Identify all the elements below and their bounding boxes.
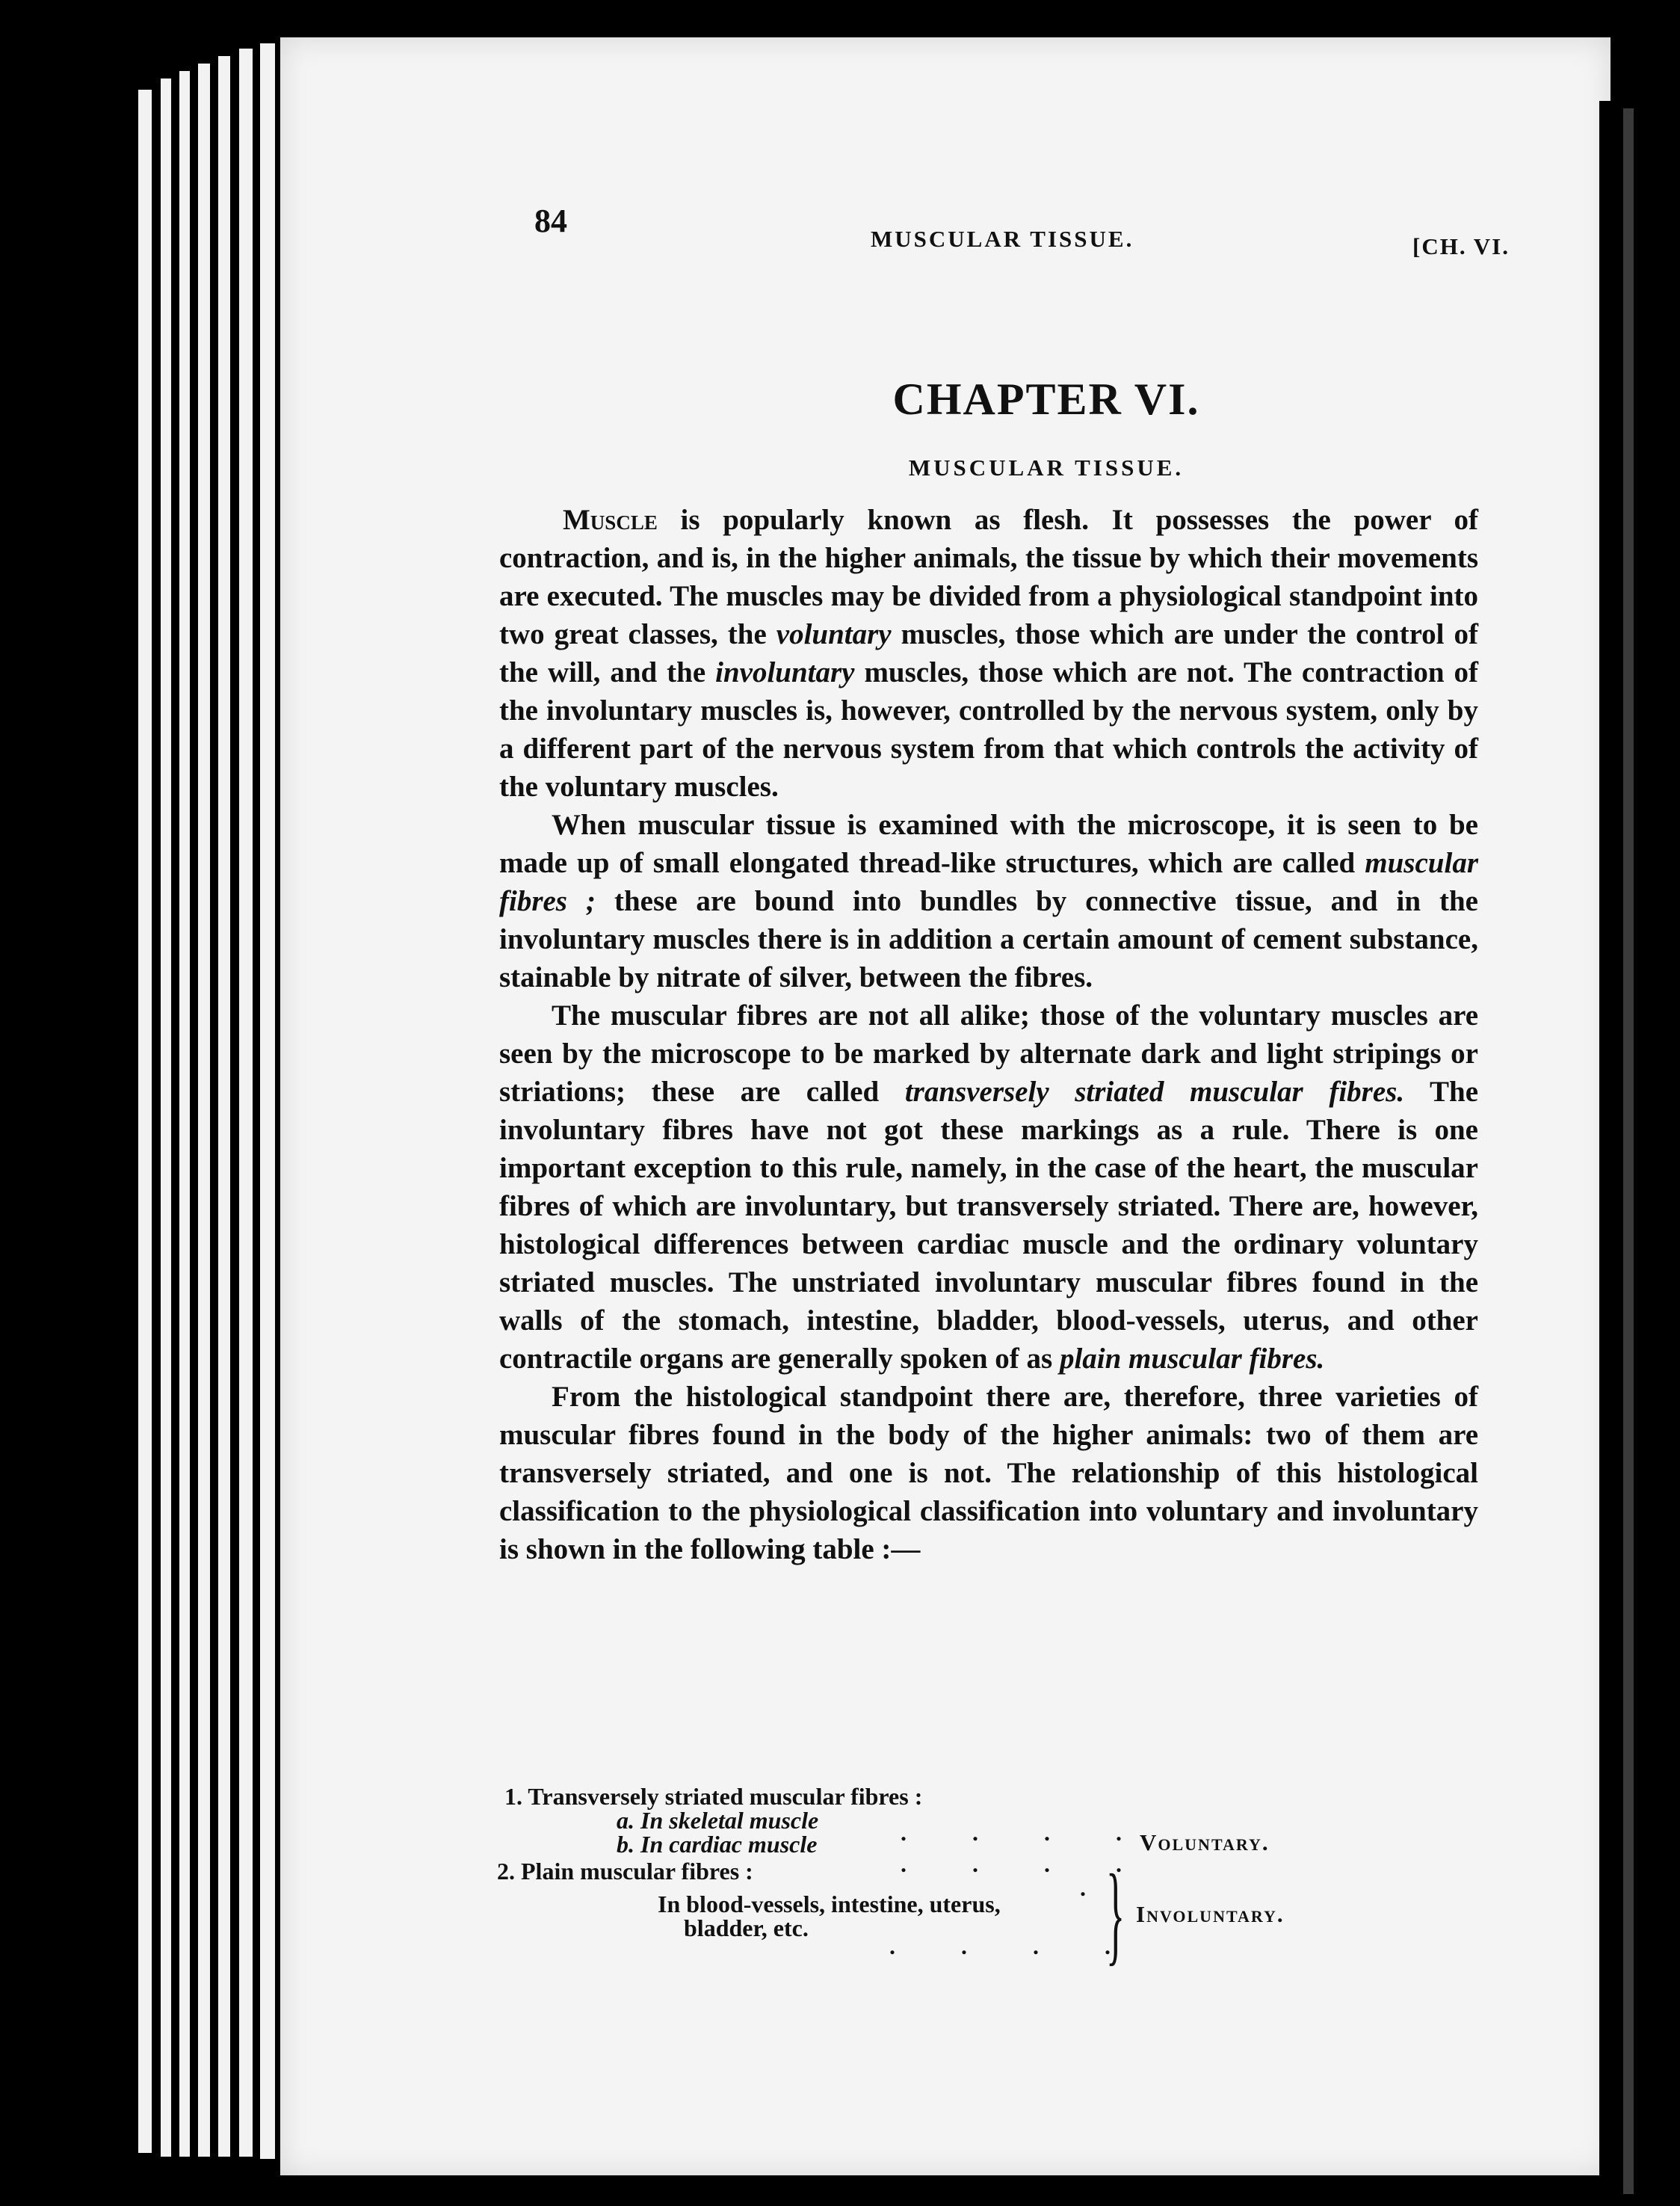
emphasis: plain muscular fibres. <box>1059 1343 1325 1375</box>
emphasis: voluntary <box>776 618 892 650</box>
body-text <box>499 501 1478 1568</box>
paragraph-4: From the histological standpoint there are, therefore, three varieties of muscular fibres found in the body of the higher animals: two of them are transversely striated, and one is not. The relationship of this histological classification to the physiological classification into voluntary and involuntary is shown in the following table :— <box>499 1381 1478 1565</box>
lead-word: Muscle <box>563 504 658 536</box>
leader-dots: . . . . <box>901 1819 1152 1846</box>
right-gutter <box>1599 101 1680 2206</box>
emphasis: transversely striated muscular fibres. <box>904 1076 1405 1108</box>
running-head <box>534 202 1525 262</box>
table-row: a. In skeletal muscle <box>617 1807 819 1834</box>
chapter-reference: [CH. VI. <box>1412 233 1510 259</box>
brace: } <box>1106 1852 1125 1976</box>
emphasis: muscular fibres ; <box>499 847 1478 917</box>
table-row: b. In cardiac muscle <box>617 1831 818 1858</box>
page-edge-5 <box>218 56 230 2157</box>
page-number: 84 <box>534 203 567 239</box>
page-edge-1 <box>138 90 152 2153</box>
leader-dots: . . . . <box>901 1850 1152 1877</box>
table-row: 1. Transversely striated muscular fibres : <box>504 1783 923 1810</box>
page-edge-3 <box>179 71 190 2157</box>
table-row: 2. Plain muscular fibres : <box>497 1858 753 1885</box>
page-edge-7 <box>260 43 275 2159</box>
paragraph-2: When muscular tissue is examined with the microscope, it is seen to be made up of small elongated thread-like structures, which are called muscular fibres ; these are bound into bundles by connective tissue, and in the involuntary muscles there is in addition a certain amount of cement substance, stainable by nitrate of silver, between the fibres. <box>499 809 1478 993</box>
paragraph-3: The muscular fibres are not all alike; those of the voluntary muscles are seen by the microscope to be marked by alternate dark and light stripings or striations; these are called transversely striated muscular fibres. The involuntary fibres have not got these markings as a rule. There is one important exception to this rule, namely, in the case of the heart, the muscular fibres of which are involuntary, but transversely striated. There are, however, histological differences between cardiac muscle and the ordinary voluntary striated muscles. The unstriated involuntary muscular fibres found in the walls of the stomach, intestine, bladder, blood-vessels, uterus, and other contractile organs are generally spoken of as plain muscular fibres. <box>499 999 1479 1375</box>
classification-table <box>497 1783 1394 1976</box>
chapter-subtitle: MUSCULAR TISSUE. <box>908 455 1185 481</box>
label-involuntary: Involuntary. <box>1136 1901 1285 1927</box>
right-gutter-stripe <box>1623 108 1634 2194</box>
label-voluntary: Voluntary. <box>1140 1829 1270 1855</box>
paragraph-1: Muscle is popularly known as flesh. It possesses the power of contraction, and is, in the higher animals, the tissue by which their movements are executed. The muscles may be divided from a physiological standpoint into two great classes, the voluntary muscles, those which are under the control of the will, and the involuntary muscles, those which are not. The contraction of the involuntary muscles is, however, controlled by the nervous system, only by a different part of the nervous system from that which controls the activity of the voluntary muscles. <box>499 504 1478 803</box>
page-edge-6 <box>239 49 253 2157</box>
page-edge-4 <box>198 64 210 2157</box>
table-row: bladder, etc. <box>684 1914 809 1941</box>
page-edge-2 <box>161 78 171 2157</box>
emphasis: involuntary <box>715 656 855 688</box>
leader-dots: . <box>1080 1874 1116 1901</box>
table-row: In blood-vessels, intestine, uterus, <box>658 1891 1001 1917</box>
running-title: MUSCULAR TISSUE. <box>871 226 1134 252</box>
chapter-title: CHAPTER VI. <box>892 375 1200 424</box>
leader-dots: . . . . <box>889 1932 1140 1959</box>
